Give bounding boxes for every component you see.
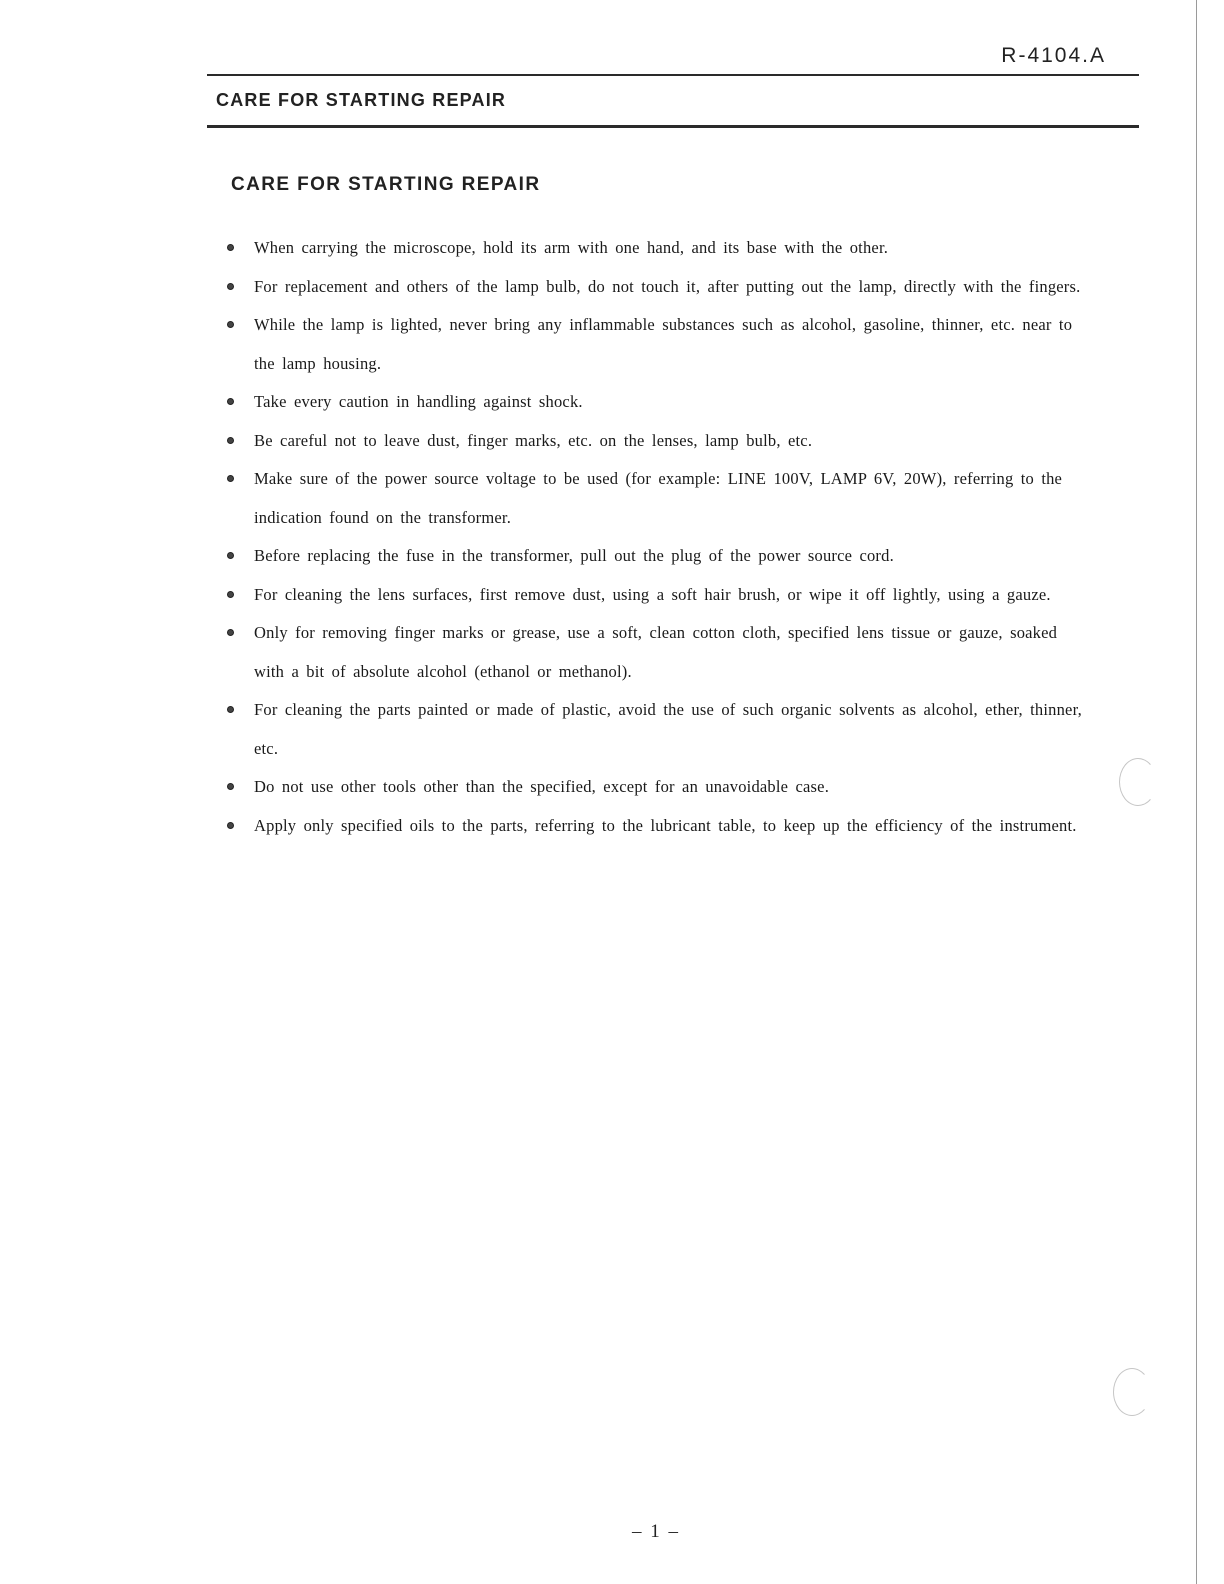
list-item: [226, 306, 1086, 383]
list-item: [226, 422, 1086, 461]
list-item-text: Make sure of the power source voltage to be used (for example: LINE 100V, LAMP 6V, 20W), referring to the indication found on the transformer.: [254, 469, 1063, 527]
list-item: [226, 614, 1086, 691]
bullet-dot-icon: [227, 591, 234, 598]
list-item: [226, 576, 1086, 615]
bullet-dot-icon: [227, 398, 234, 405]
list-item: [226, 460, 1086, 537]
header-title: CARE FOR STARTING REPAIR: [216, 90, 507, 110]
list-item: [226, 768, 1086, 807]
list-item-text: Only for removing finger marks or grease, use a soft, clean cotton cloth, specified lens tissue or gauze, soaked with a bit of absolute alcohol (ethanol or methanol).: [254, 623, 1058, 681]
punch-hole-icon: [1119, 758, 1157, 806]
list-item: [226, 268, 1086, 307]
bullet-dot-icon: [227, 244, 234, 251]
bullet-dot-icon: [227, 706, 234, 713]
list-item: [226, 229, 1086, 268]
header-rule-top: [207, 74, 1139, 76]
bullet-dot-icon: [227, 437, 234, 444]
bullet-dot-icon: [227, 283, 234, 290]
scan-edge-line: [1196, 0, 1197, 1584]
punch-hole-icon: [1113, 1368, 1151, 1416]
bullet-dot-icon: [227, 822, 234, 829]
bullet-dot-icon: [227, 629, 234, 636]
bullet-dot-icon: [227, 552, 234, 559]
list-item: [226, 537, 1086, 576]
list-item-text: Apply only specified oils to the parts, referring to the lubricant table, to keep up the efficiency of the instrument.: [254, 815, 1077, 835]
document-code: R-4104.A: [1001, 44, 1106, 67]
list-item-text: For cleaning the lens surfaces, first remove dust, using a soft hair brush, or wipe it off lightly, using a gauze.: [254, 584, 1051, 604]
bullet-dot-icon: [227, 321, 234, 328]
list-item-text: When carrying the microscope, hold its arm with one hand, and its base with the other.: [254, 238, 889, 257]
care-list: [226, 229, 1086, 845]
list-item-text: Take every caution in handling against shock.: [254, 392, 583, 411]
list-item-text: Be careful not to leave dust, finger marks, etc. on the lenses, lamp bulb, etc.: [254, 430, 813, 450]
header-rule-bottom: [207, 125, 1139, 128]
list-item-text: Do not use other tools other than the specified, except for an unavoidable case.: [254, 777, 830, 796]
list-item-text: Before replacing the fuse in the transformer, pull out the plug of the power source cord.: [254, 546, 894, 565]
list-item: [226, 807, 1086, 846]
bullet-dot-icon: [227, 783, 234, 790]
list-item-text: While the lamp is lighted, never bring any inflammable substances such as alcohol, gasoline, thinner, etc. near to the lamp housing.: [254, 315, 1073, 373]
section-title: CARE FOR STARTING REPAIR: [231, 174, 541, 195]
page-number: – 1 –: [632, 1521, 680, 1542]
list-item: [226, 383, 1086, 422]
list-item: [226, 691, 1086, 768]
bullet-dot-icon: [227, 475, 234, 482]
list-item-text: For cleaning the parts painted or made of plastic, avoid the use of such organic solvents as alcohol, ether, thinner, etc.: [254, 700, 1082, 758]
list-item-text: For replacement and others of the lamp bulb, do not touch it, after putting out the lamp, directly with the fingers.: [254, 276, 1081, 296]
